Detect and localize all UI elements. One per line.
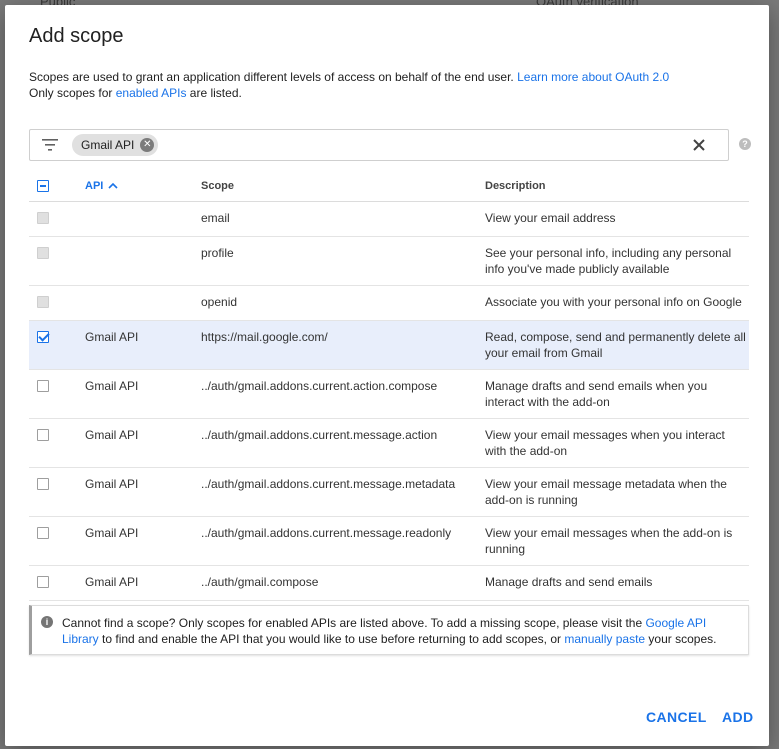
row-checkbox-cell xyxy=(29,517,85,566)
table-row[interactable] xyxy=(29,566,749,601)
row-scope: openid xyxy=(201,286,485,321)
row-api: Gmail API xyxy=(85,321,201,370)
add-scope-dialog xyxy=(5,5,769,746)
help-icon[interactable]: ? xyxy=(739,138,751,150)
row-checkbox-cell xyxy=(29,566,85,601)
table-row[interactable] xyxy=(29,468,749,517)
description-text-3: are listed. xyxy=(189,86,242,100)
row-checkbox[interactable] xyxy=(37,576,49,588)
chip-remove-icon[interactable]: ✕ xyxy=(140,138,154,152)
row-api xyxy=(85,237,201,286)
select-all-checkbox[interactable] xyxy=(37,180,49,192)
dialog-title: Add scope xyxy=(29,25,124,47)
table-row[interactable] xyxy=(29,370,749,419)
row-scope: ../auth/gmail.addons.current.message.readonly xyxy=(201,517,485,566)
row-scope: ../auth/gmail.compose xyxy=(201,566,485,601)
notice-text xyxy=(62,615,742,647)
row-description: See your personal info, including any personal info you've made publicly available xyxy=(485,237,749,286)
row-scope: ../auth/gmail.addons.current.message.action xyxy=(201,419,485,468)
table-row[interactable] xyxy=(29,237,749,286)
row-checkbox-cell xyxy=(29,202,85,237)
row-api: Gmail API xyxy=(85,517,201,566)
description-text-2: Only scopes for xyxy=(29,86,113,100)
row-scope: ../auth/gmail.addons.current.message.metadata xyxy=(201,468,485,517)
select-all-cell xyxy=(29,171,85,202)
enabled-apis-link[interactable]: enabled APIs xyxy=(115,86,187,100)
row-description: Read, compose, send and permanently delete all your email from Gmail xyxy=(485,321,749,370)
info-icon: i xyxy=(41,616,53,628)
manually-paste-link[interactable]: manually paste xyxy=(564,632,646,646)
add-button[interactable]: ADD xyxy=(722,709,754,725)
row-checkbox-cell xyxy=(29,370,85,419)
description-text: Scopes are used to grant an application different levels of access on behalf of the end user. xyxy=(29,70,514,84)
row-scope: ../auth/gmail.addons.current.action.compose xyxy=(201,370,485,419)
row-api xyxy=(85,202,201,237)
row-api xyxy=(85,286,201,321)
row-scope: https://mail.google.com/ xyxy=(201,321,485,370)
row-api: Gmail API xyxy=(85,370,201,419)
row-description: View your email messages when you interact with the add-on xyxy=(485,419,749,468)
learn-more-link[interactable]: Learn more about OAuth 2.0 xyxy=(517,70,670,84)
table-row[interactable] xyxy=(29,517,749,566)
chip-label: Gmail API xyxy=(81,138,135,152)
table-row[interactable] xyxy=(29,202,749,237)
row-checkbox xyxy=(37,296,49,308)
clear-icon[interactable] xyxy=(690,136,708,154)
row-checkbox[interactable] xyxy=(37,331,49,343)
api-header-label: API xyxy=(85,180,104,192)
scopes-table xyxy=(29,171,749,589)
row-description: View your email message metadata when the add-on is running xyxy=(485,468,749,517)
row-description: View your email address xyxy=(485,202,749,237)
row-checkbox[interactable] xyxy=(37,478,49,490)
notice-text-2: to find and enable the API that you would like to use before returning to add scopes, or xyxy=(102,632,562,646)
api-column-header[interactable] xyxy=(85,171,201,202)
description-column-header: Description xyxy=(485,171,749,202)
scope-column-header: Scope xyxy=(201,171,485,202)
row-checkbox[interactable] xyxy=(37,527,49,539)
row-checkbox xyxy=(37,247,49,259)
row-checkbox-cell xyxy=(29,468,85,517)
notice-text-1: Cannot find a scope? Only scopes for enabled APIs are listed above. To add a missing scope, please visit the xyxy=(62,616,643,630)
table-row[interactable] xyxy=(29,321,749,370)
filter-bar[interactable] xyxy=(29,129,729,161)
table-header-row xyxy=(29,171,749,202)
row-checkbox-cell xyxy=(29,419,85,468)
filter-chip[interactable] xyxy=(72,134,158,156)
notice-text-3: your scopes. xyxy=(648,632,717,646)
dialog-description xyxy=(29,69,669,101)
table-row[interactable] xyxy=(29,419,749,468)
row-checkbox-cell xyxy=(29,321,85,370)
row-checkbox-cell xyxy=(29,286,85,321)
google-api-library-link[interactable]: Google API Library xyxy=(62,616,707,646)
row-description: View your email messages when the add-on is running xyxy=(485,517,749,566)
row-checkbox-cell xyxy=(29,237,85,286)
sort-up-icon xyxy=(108,182,118,190)
row-checkbox[interactable] xyxy=(37,380,49,392)
row-checkbox xyxy=(37,212,49,224)
row-checkbox[interactable] xyxy=(37,429,49,441)
row-description: Manage drafts and send emails when you interact with the add-on xyxy=(485,370,749,419)
row-description: Manage drafts and send emails xyxy=(485,566,749,601)
row-description: Associate you with your personal info on Google xyxy=(485,286,749,321)
row-api: Gmail API xyxy=(85,468,201,517)
notice-box xyxy=(29,605,749,655)
row-scope: email xyxy=(201,202,485,237)
cancel-button[interactable]: CANCEL xyxy=(646,709,707,725)
table-row[interactable] xyxy=(29,286,749,321)
filter-icon[interactable] xyxy=(42,139,58,151)
row-api: Gmail API xyxy=(85,566,201,601)
row-scope: profile xyxy=(201,237,485,286)
row-api: Gmail API xyxy=(85,419,201,468)
